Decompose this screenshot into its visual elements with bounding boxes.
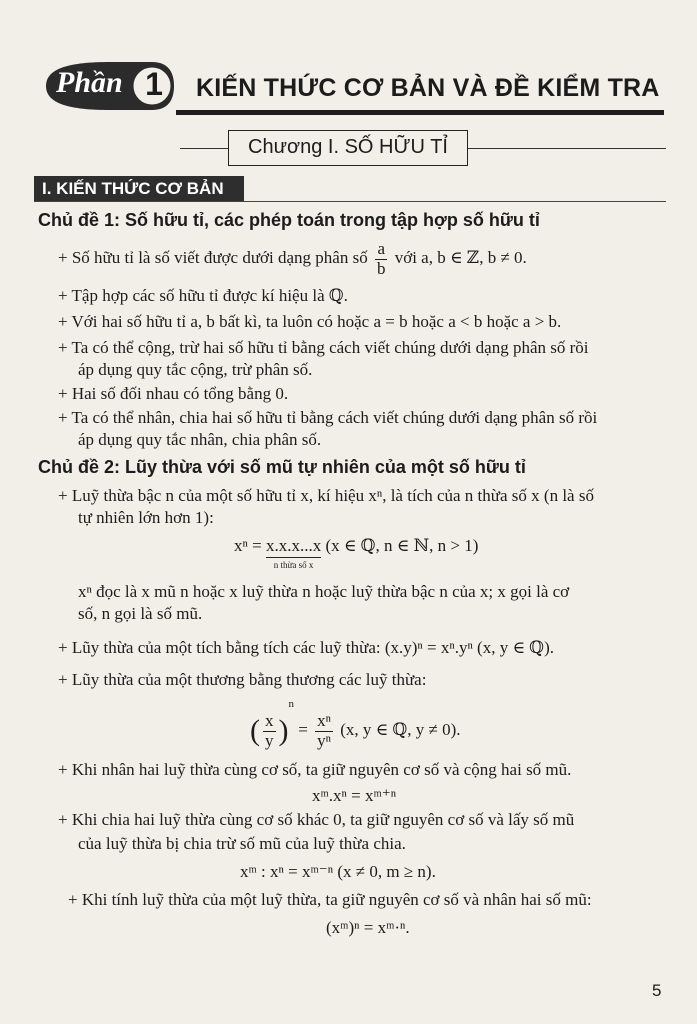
bullet-text-cont: với a, b ∈ ℤ, b ≠ 0. [394, 248, 527, 268]
fraction-a-over-b [375, 240, 388, 278]
fraction-x-over-y [263, 712, 276, 750]
left-paren: ( [250, 714, 260, 748]
fraction-numerator: xⁿ [317, 710, 331, 730]
topic-2-para-2-line-2: số, n gọi là số mũ. [78, 604, 203, 623]
equals-sign: = [298, 720, 308, 739]
underbrace-product [266, 536, 321, 570]
underbrace-top: x.x.x...x [266, 536, 321, 558]
formula-lhs: xⁿ = [234, 536, 262, 555]
section-rule [34, 201, 666, 202]
topic-2-para-2-line-1: xⁿ đọc là x mũ n hoặc x luỹ thừa n hoặc luỹ thừa bậc n của x; x gọi là cơ [78, 582, 570, 601]
topic-2-para-1-line-1: + Luỹ thừa bậc n của một số hữu tỉ x, kí hiệu xⁿ, là tích của n thừa số x (n là số [58, 486, 594, 505]
topic-1-bullet-2: + Tập hợp các số hữu tỉ được kí hiệu là ℚ. [58, 286, 348, 305]
topic-1-bullet-6-line-1: + Ta có thể nhân, chia hai số hữu tỉ bằng cách viết chúng dưới dạng phân số rồi [58, 408, 598, 427]
topic-2-power-of-power-rule: + Khi tính luỹ thừa của một luỹ thừa, ta giữ nguyên cơ số và nhân hai số mũ: [68, 890, 592, 909]
formula-divide: xᵐ : xⁿ = xᵐ⁻ⁿ (x ≠ 0, m ≥ n). [240, 862, 436, 881]
page-number: 5 [652, 981, 662, 1000]
fraction-denominator: b [376, 258, 386, 278]
chapter-title: Chương I. SỐ HỮU TỈ [228, 130, 468, 166]
topic-1-title: Chủ đề 1: Số hữu tỉ, các phép toán trong tập hợp số hữu tỉ [38, 210, 540, 230]
right-paren: ) [278, 714, 289, 748]
topic-1-bullet-6-line-2: áp dụng quy tắc nhân, chia phân số. [78, 430, 322, 449]
formula-condition: (x, y ∈ ℚ, y ≠ 0). [340, 720, 461, 739]
formula-quotient-power [250, 698, 461, 750]
fraction-numerator: x [265, 710, 274, 730]
section-title: I. KIẾN THỨC CƠ BẢN [34, 176, 244, 202]
topic-2-para-1-line-2: tự nhiên lớn hơn 1): [78, 508, 214, 527]
topic-2-divide-rule-line-2: của luỹ thừa bị chia trừ số mũ của luỹ thừa chia. [78, 834, 406, 853]
formula-condition: (x ∈ ℚ, n ∈ ℕ, n > 1) [325, 536, 479, 555]
topic-2-title: Chủ đề 2: Lũy thừa với số mũ tự nhiên của một số hữu tỉ [38, 457, 526, 477]
formula-multiply: xᵐ.xⁿ = xᵐ⁺ⁿ [312, 786, 397, 805]
part-word: Phần [56, 66, 123, 99]
topic-2-divide-rule-line-1: + Khi chia hai luỹ thừa cùng cơ số khác 0, ta giữ nguyên cơ số và lấy số mũ [58, 810, 575, 829]
exponent: n [288, 698, 294, 710]
part-number: 1 [145, 66, 163, 102]
header-rule [176, 110, 664, 115]
topic-2-product-power: + Lũy thừa của một tích bằng tích các luỹ thừa: (x.y)ⁿ = xⁿ.yⁿ (x, y ∈ ℚ). [58, 638, 555, 657]
fraction-denominator: y [265, 730, 274, 750]
topic-1-bullet-1 [58, 240, 527, 278]
bullet-text: + Số hữu tỉ là số viết được dưới dạng phân số [58, 248, 368, 268]
topic-1-bullet-5: + Hai số đối nhau có tổng bằng 0. [58, 384, 289, 403]
header-title: KIẾN THỨC CƠ BẢN VÀ ĐỀ KIỂM TRA [196, 74, 660, 102]
topic-2-quotient-power: + Lũy thừa của một thương bằng thương các luỹ thừa: [58, 670, 427, 689]
fraction-xn-over-yn [315, 712, 333, 750]
fraction-numerator: a [375, 240, 388, 260]
topic-1-bullet-4-line-2: áp dụng quy tắc cộng, trừ phân số. [78, 360, 313, 379]
underbrace-label: n thừa số x [273, 560, 314, 570]
topic-2-multiply-rule: + Khi nhân hai luỹ thừa cùng cơ số, ta giữ nguyên cơ số và cộng hai số mũ. [58, 760, 572, 779]
topic-1-bullet-3: + Với hai số hữu tỉ a, b bất kì, ta luôn có hoặc a = b hoặc a < b hoặc a > b. [58, 312, 562, 331]
fraction-denominator: yⁿ [317, 730, 331, 750]
topic-1-bullet-4-line-1: + Ta có thể cộng, trừ hai số hữu tỉ bằng cách viết chúng dưới dạng phân số rồi [58, 338, 589, 357]
formula-power-definition [234, 536, 478, 570]
formula-power-of-power: (xᵐ)ⁿ = xᵐ·ⁿ. [326, 918, 410, 937]
